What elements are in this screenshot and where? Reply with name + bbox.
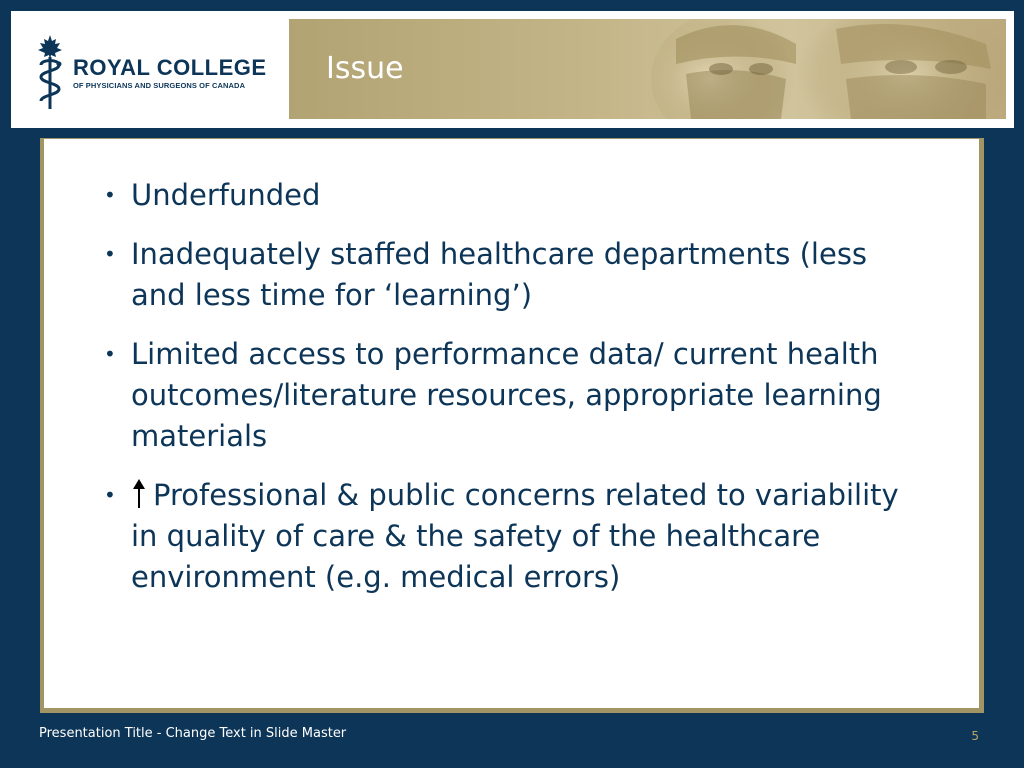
list-item [104,334,924,457]
page-number: 5 [971,729,979,743]
bullet-list [104,175,924,616]
logo-name-main: ROYAL COLLEGE [73,55,267,80]
bullet-text: Limited access to performance data/ current health outcomes/literature resources, appropriate learning materials [131,337,882,453]
slide-title: Issue [326,51,404,86]
slide-header [11,11,1014,128]
royal-college-logo [33,33,273,115]
content-area [44,139,979,708]
logo-name-sub: OF PHYSICIANS AND SURGEONS OF CANADA [73,81,246,90]
list-item [104,175,924,216]
list-item [104,234,924,316]
bullet-icon: • [104,183,116,207]
bullet-icon: • [104,342,116,366]
bullet-icon: • [104,242,116,266]
bullet-text: Underfunded [131,178,321,212]
title-banner [289,19,1006,119]
bullet-text: Inadequately staffed healthcare departments (less and less time for ‘learning’) [131,237,868,312]
surgeons-photo-icon [646,19,1006,119]
bullet-text: Professional & public concerns related to variability in quality of care & the safety of the healthcare environment (e.g. medical errors) [131,478,899,594]
bullet-icon: • [104,483,116,507]
footer-presentation-title: Presentation Title - Change Text in Slide Master [39,726,347,741]
up-arrow-icon [131,477,147,509]
caduceus-maple-leaf-icon [33,33,67,115]
list-item [104,475,924,598]
